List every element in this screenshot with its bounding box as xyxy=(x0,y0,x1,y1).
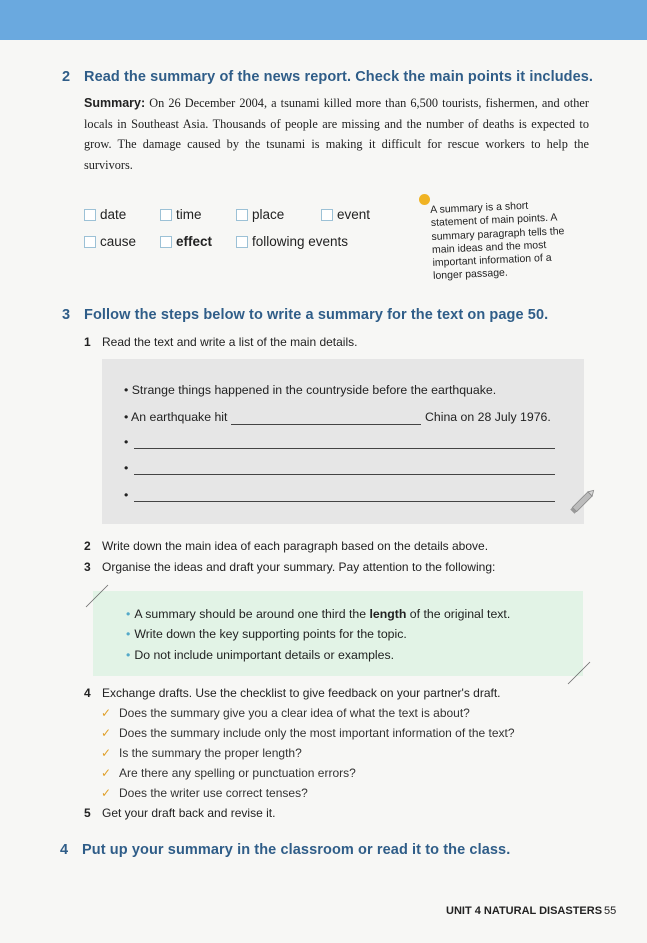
step-number: 5 xyxy=(84,806,91,820)
tip-text: Write down the key supporting points for the topic. xyxy=(134,627,407,641)
step-4 xyxy=(84,686,501,700)
check-icon: ✓ xyxy=(101,786,112,800)
checkbox-box[interactable] xyxy=(84,209,96,221)
blank-line[interactable] xyxy=(134,448,555,449)
check-icon: ✓ xyxy=(101,706,112,720)
checklist-text: Is the summary the proper length? xyxy=(119,746,302,760)
summary-label: Summary: xyxy=(84,96,146,110)
step-number: 1 xyxy=(84,335,91,349)
checkbox-box[interactable] xyxy=(160,236,172,248)
detail-bullet-4: • xyxy=(124,461,129,475)
pencil-icon xyxy=(567,485,599,517)
section-4-heading xyxy=(60,842,510,858)
checklist-item-5 xyxy=(101,786,308,800)
checklist-item-1 xyxy=(101,706,470,720)
checklist-text: Does the summary give you a clear idea of what the text is about? xyxy=(119,706,470,720)
checkbox-box[interactable] xyxy=(321,209,333,221)
step-number: 3 xyxy=(84,560,91,574)
detail-bullet-1: • Strange things happened in the countryside before the earthquake. xyxy=(124,383,497,397)
checkbox-following-events[interactable] xyxy=(236,234,348,249)
step-2 xyxy=(84,539,488,553)
check-icon: ✓ xyxy=(101,746,112,760)
tip-1: • A summary should be around one third the length of the original text. xyxy=(126,607,511,621)
step-text: Read the text and write a list of the main details. xyxy=(102,335,358,349)
summary-paragraph xyxy=(84,93,589,175)
blank-line[interactable] xyxy=(134,501,555,502)
section-3-heading-text: Follow the steps below to write a summary for the text on page 50. xyxy=(84,307,549,323)
step-text: Get your draft back and revise it. xyxy=(102,806,276,820)
summary-text: On 26 December 2004, a tsunami killed more than 6,500 tourists, fishermen, and other locals in Southeast Asia. Thousands of people are missing and the number of deaths is expected to grow. The damage caused by the tsunami is making it difficult for rescue workers to help the survivors. xyxy=(84,96,589,172)
checklist-item-3 xyxy=(101,746,302,760)
corner-stroke-top xyxy=(84,583,110,609)
checkbox-label: time xyxy=(176,207,202,222)
detail-text-pre: An earthquake hit xyxy=(131,410,228,424)
tip-bold: length xyxy=(369,607,407,621)
checklist-text: Are there any spelling or punctuation errors? xyxy=(119,766,356,780)
step-5 xyxy=(84,806,275,820)
tip-2: • Write down the key supporting points for the topic. xyxy=(126,627,407,641)
check-icon: ✓ xyxy=(101,726,112,740)
section-2-heading xyxy=(62,69,593,85)
step-number: 2 xyxy=(84,539,91,553)
checkbox-box[interactable] xyxy=(236,236,248,248)
note-pin-icon xyxy=(419,194,430,205)
checkbox-box[interactable] xyxy=(160,209,172,221)
checkbox-event[interactable] xyxy=(321,207,370,222)
section-3-heading xyxy=(62,307,548,323)
step-text: Organise the ideas and draft your summary. Pay attention to the following: xyxy=(102,560,496,574)
checkbox-time[interactable] xyxy=(160,207,202,222)
tip-3: • Do not include unimportant details or examples. xyxy=(126,648,395,662)
section-3-number: 3 xyxy=(62,307,71,323)
detail-bullet-2: • An earthquake hit China on 28 July 1976. xyxy=(124,410,551,424)
checkbox-box[interactable] xyxy=(84,236,96,248)
step-text: Write down the main idea of each paragraph based on the details above. xyxy=(102,539,489,553)
step-text: Exchange drafts. Use the checklist to give feedback on your partner's draft. xyxy=(102,686,501,700)
header-bar xyxy=(0,0,647,40)
section-4-heading-text: Put up your summary in the classroom or read it to the class. xyxy=(82,842,511,858)
detail-bullet-5: • xyxy=(124,488,129,502)
blank-line[interactable] xyxy=(134,474,555,475)
detail-text-post: China on 28 July 1976. xyxy=(425,410,551,424)
checkbox-date[interactable] xyxy=(84,207,126,222)
checklist-text: Does the summary include only the most important information of the text? xyxy=(119,726,515,740)
section-4-number: 4 xyxy=(60,842,69,858)
checkbox-label: following events xyxy=(252,234,349,249)
checkbox-place[interactable] xyxy=(236,207,284,222)
step-1 xyxy=(84,335,357,349)
checkbox-label: cause xyxy=(100,234,137,249)
corner-stroke-bottom xyxy=(566,660,592,686)
footer-unit-title: UNIT 4 NATURAL DISASTERS xyxy=(446,905,603,917)
checklist-text: Does the writer use correct tenses? xyxy=(119,786,308,800)
checkbox-box[interactable] xyxy=(236,209,248,221)
side-note: A summary is a short statement of main points. A summary paragraph tells the main ideas and the most important information of a longer passage. xyxy=(430,199,565,283)
detail-bullet-3: • xyxy=(124,435,129,449)
step-number: 4 xyxy=(84,686,91,700)
tip-text: Do not include unimportant details or examples. xyxy=(134,648,395,662)
tip-text-end: of the original text. xyxy=(406,607,511,621)
tip-text: A summary should be around one third the xyxy=(134,607,370,621)
checkbox-label: date xyxy=(100,207,127,222)
checkbox-cause[interactable] xyxy=(84,234,136,249)
checkbox-label: effect xyxy=(176,234,213,249)
check-icon: ✓ xyxy=(101,766,112,780)
checklist-item-2 xyxy=(101,726,515,740)
step-3 xyxy=(84,560,495,574)
section-2-heading-text: Read the summary of the news report. Check the main points it includes. xyxy=(84,69,594,85)
checkbox-label: place xyxy=(252,207,285,222)
blank-line-place[interactable] xyxy=(231,424,421,425)
checkbox-label: event xyxy=(337,207,371,222)
checkbox-effect[interactable] xyxy=(160,234,212,249)
checklist-item-4 xyxy=(101,766,356,780)
page-number: 55 xyxy=(604,905,617,917)
detail-text: Strange things happened in the countryside before the earthquake. xyxy=(131,383,497,397)
section-2-number: 2 xyxy=(62,69,71,85)
